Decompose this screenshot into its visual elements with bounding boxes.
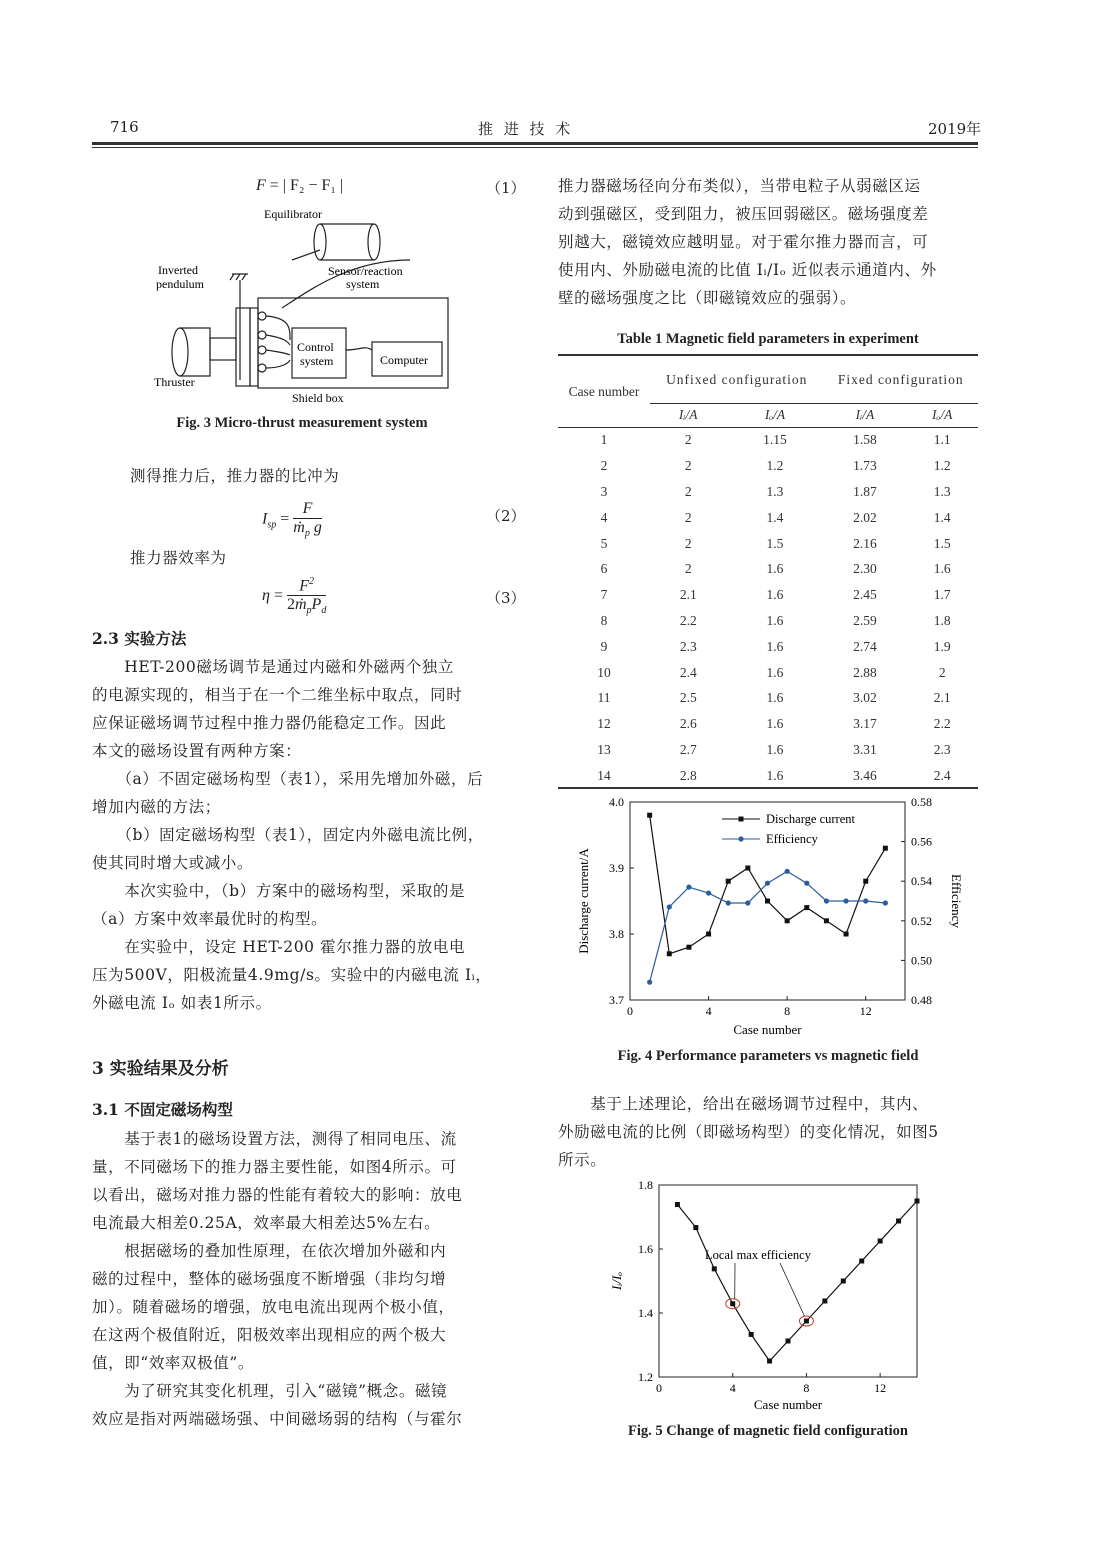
- text-efficiency-intro: 推力器效率为: [130, 549, 227, 567]
- equation-1-number: （1）: [486, 179, 526, 197]
- x-axis-label: Case number: [733, 1022, 802, 1037]
- thruster-front: [172, 328, 188, 376]
- paragraph-magnetic-mirror: 推力器磁场径向分布类似），当带电粒子从弱磁区运 动到强磁区，受到阻力，被压回弱磁区。磁场强度差 别越大，磁镜效应越明显。对于霍尔推力器而言，可 使用内、外励磁电流的比值 Iᵢ/Iₒ 近似表示通道内、外 壁的磁场强度之比（即磁镜效应的强弱）。: [558, 177, 937, 307]
- table-row: [558, 505, 978, 531]
- table-cell: 2.4: [679, 664, 697, 680]
- table-cell: 1.6: [766, 716, 784, 732]
- section-3-1-heading: 3.1 不固定磁场构型: [92, 1100, 233, 1119]
- data-point-discharge-current: [844, 932, 849, 937]
- table-cell: 1.6: [766, 690, 784, 706]
- table-cell: 14: [597, 767, 611, 783]
- data-point-discharge-current: [824, 918, 829, 923]
- paragraph-fig5-intro: 基于上述理论，给出在磁场调节过程中，其内、 外励磁电流的比例（即磁场构型）的变化情况，如图5 所示。: [558, 1095, 939, 1169]
- fig3-label-equilibrator: Equilibrator: [264, 207, 322, 221]
- table-cell: 1.1: [933, 432, 951, 448]
- table-cell: 1.5: [766, 535, 784, 551]
- table-cell: 1.6: [766, 612, 784, 628]
- data-point-efficiency: [843, 898, 848, 903]
- table-cell: 1: [600, 432, 608, 448]
- table-cell: 2.4: [933, 767, 951, 783]
- data-point-efficiency: [765, 881, 770, 886]
- data-point-discharge-current: [647, 813, 652, 818]
- y-tick-label: 1.6: [638, 1242, 653, 1256]
- data-point-discharge-current: [667, 951, 672, 956]
- table-cell: 6: [600, 561, 608, 577]
- x-tick-label: 8: [803, 1381, 810, 1395]
- table-top-rule: [558, 354, 978, 356]
- table-row: [558, 685, 978, 711]
- y-tick-label: 1.4: [638, 1306, 653, 1320]
- x-tick-label: 12: [874, 1381, 887, 1395]
- data-point-ratio: [878, 1239, 883, 1244]
- table-cell: 1.4: [766, 509, 784, 525]
- y2-tick-label: 0.56: [911, 834, 932, 849]
- shield-box: [258, 298, 448, 388]
- table-subheader: Iₒ/A: [906, 403, 978, 427]
- data-point-discharge-current: [804, 905, 809, 910]
- legend-label-efficiency: Efficiency: [766, 832, 818, 846]
- fig3-label-sensor: Sensor/reaction: [328, 264, 403, 278]
- equation-1: F = | F₂ − F₁ |: [256, 177, 344, 194]
- paragraph-method: HET-200磁场调节是通过内磁和外磁两个独立 的电源实现的，相当于在一个二维坐标中取点，同时 应保证磁场调节过程中推力器仍能稳定工作。因此 本文的磁场设置有两种方案： （a）不固定磁场构型（表1），采用先增加外磁，后 增加内磁的方法； （b）固定磁场构型（表1），固定内外磁电流比例， 使其同时增大或减小。 本次实验中，（b）方案中的磁场构型，采取的是 （a）方案中效率最优时的构型。 在实验中，设定 HET-200 霍尔推力器的放电电 压为500V，阳极流量4.9mg/s。实验中的内磁电流 Iᵢ， 外磁电流 Iₒ 如表1所示。: [92, 658, 492, 1012]
- table-cell: 1.6: [766, 561, 784, 577]
- data-point-discharge-current: [883, 846, 888, 851]
- table-cell: 2.16: [853, 535, 877, 551]
- data-point-ratio: [730, 1301, 735, 1306]
- page-number: 716: [110, 118, 139, 136]
- equilibrator-cylinder-left: [314, 224, 326, 260]
- table-cell: 1.6: [766, 587, 784, 603]
- table-cell: 1.6: [766, 664, 784, 680]
- data-point-efficiency: [883, 900, 888, 905]
- table-cell: 3.31: [853, 741, 877, 757]
- table-cell: 1.4: [933, 509, 951, 525]
- y-axis-label: Discharge current/A: [576, 848, 591, 954]
- data-point-discharge-current: [686, 945, 691, 950]
- header-rule-thin: [92, 147, 978, 148]
- annotation-local-max: Local max efficiency: [705, 1248, 811, 1262]
- table-cell: 3.17: [853, 716, 877, 732]
- table-cell: 2.02: [853, 509, 877, 525]
- data-point-ratio: [841, 1279, 846, 1284]
- table-cell: 2.7: [679, 741, 697, 757]
- table-cell: 3: [600, 483, 608, 499]
- fig3-label-computer: Computer: [380, 353, 428, 367]
- x-tick-label: 0: [627, 1004, 633, 1018]
- table-header-fixed: Fixed configuration: [823, 357, 978, 403]
- x-tick-label: 8: [784, 1004, 791, 1018]
- table-cell: 2: [684, 509, 692, 525]
- table-cell: 2.6: [679, 716, 697, 732]
- data-point-efficiency: [706, 890, 711, 895]
- table-header-case: Case number: [558, 357, 650, 427]
- table-cell: 7: [600, 587, 608, 603]
- equilibrator-cylinder-right: [368, 224, 380, 260]
- table-cell: 1.9: [933, 638, 951, 654]
- text-isp-intro: 测得推力后，推力器的比冲为: [130, 467, 340, 485]
- table-cell: 2: [938, 664, 946, 680]
- table-cell: 2.88: [853, 664, 877, 680]
- y2-tick-label: 0.58: [911, 795, 932, 809]
- y-tick-label: 4.0: [609, 795, 624, 809]
- table-row: [558, 660, 978, 686]
- table-cell: 2.45: [853, 587, 877, 603]
- table-cell: 2.3: [933, 741, 951, 757]
- data-point-ratio: [896, 1219, 901, 1224]
- data-point-efficiency: [824, 898, 829, 903]
- table-row: [558, 556, 978, 582]
- data-point-ratio: [693, 1225, 698, 1230]
- table-cell: 12: [597, 716, 611, 732]
- x-tick-label: 12: [859, 1004, 872, 1018]
- fig4-caption: Fig. 4 Performance parameters vs magnetic field: [617, 1048, 919, 1064]
- table-cell: 1.3: [933, 483, 951, 499]
- data-point-efficiency: [667, 904, 672, 909]
- table-cell: 3.46: [853, 767, 877, 783]
- data-point-ratio: [859, 1259, 864, 1264]
- header-rule-thick: [92, 142, 978, 145]
- table-row: [558, 763, 978, 789]
- table-cell: 1.6: [766, 638, 784, 654]
- data-point-discharge-current: [706, 932, 711, 937]
- table-subheader: Iᵢ/A: [650, 403, 727, 427]
- table-1: [558, 357, 978, 789]
- fig3-label-thruster: Thruster: [154, 375, 195, 389]
- x-tick-label: 4: [729, 1381, 736, 1395]
- table-cell: 1.2: [766, 458, 784, 474]
- series-line-efficiency: [650, 871, 886, 982]
- table-row: [558, 582, 978, 608]
- table-subheader: Iₒ/A: [727, 403, 824, 427]
- year: 2019年: [928, 120, 982, 138]
- table-header-unfixed: Unfixed configuration: [650, 357, 823, 403]
- table-cell: 2: [600, 458, 608, 474]
- table-cell: 3.02: [853, 690, 877, 706]
- table-row: [558, 608, 978, 634]
- y-axis-label: Iᵢ/Iₒ: [609, 1271, 624, 1291]
- y-tick-label: 3.7: [609, 993, 624, 1007]
- legend-label-discharge: Discharge current: [766, 812, 855, 826]
- annotation-leader: [780, 1263, 804, 1316]
- section-3-heading: 3 实验结果及分析: [92, 1059, 229, 1079]
- table-cell: 2.5: [679, 690, 697, 706]
- table-cell: 1.87: [853, 483, 877, 499]
- x-axis-label: Case number: [753, 1397, 823, 1412]
- data-point-efficiency: [745, 900, 750, 905]
- fig3-caption: Fig. 3 Micro-thrust measurement system: [176, 415, 428, 431]
- y2-tick-label: 0.48: [911, 993, 932, 1007]
- table1-caption: Table 1 Magnetic field parameters in experiment: [617, 331, 919, 347]
- table-cell: 2: [684, 432, 692, 448]
- y2-tick-label: 0.50: [911, 953, 932, 968]
- table-cell: 2.3: [679, 638, 697, 654]
- table-cell: 1.6: [766, 767, 784, 783]
- y2-tick-label: 0.54: [911, 874, 932, 889]
- y-tick-label: 1.8: [638, 1178, 653, 1192]
- table-cell: 1.3: [766, 483, 784, 499]
- x-tick-label: 0: [656, 1381, 662, 1395]
- table-cell: 2: [684, 483, 692, 499]
- table-row: [558, 531, 978, 557]
- table-cell: 1.73: [853, 458, 877, 474]
- data-point-discharge-current: [745, 866, 750, 871]
- data-point-efficiency: [863, 898, 868, 903]
- table-cell: 1.2: [933, 458, 951, 474]
- y2-axis-label: Efficiency: [949, 874, 964, 928]
- fig5-chart: [595, 1175, 935, 1420]
- data-point-ratio: [915, 1199, 920, 1204]
- table-row: [558, 737, 978, 763]
- legend-marker-efficiency: [738, 836, 743, 841]
- fig3-label-sensor-system: system: [346, 277, 380, 291]
- table-row: [558, 453, 978, 479]
- table-cell: 2.2: [933, 716, 951, 732]
- equation-3: η = $F^2$ $2ṁ_pP_d$: [262, 576, 327, 617]
- fig3-label-control: Control: [297, 340, 334, 354]
- table-cell: 9: [600, 638, 608, 654]
- fig3-label-inverted: Inverted: [158, 263, 198, 277]
- table-cell: 2.1: [933, 690, 951, 706]
- data-point-discharge-current: [765, 899, 770, 904]
- table-cell: 2: [684, 458, 692, 474]
- y-tick-label: 3.8: [609, 927, 624, 941]
- table-cell: 2.30: [853, 561, 877, 577]
- table-cell: 1.58: [853, 432, 877, 448]
- table-cell: 8: [600, 612, 608, 628]
- table-cell: 1.6: [933, 561, 951, 577]
- equilibrator-cylinder-body: [320, 224, 374, 260]
- table-cell: 2.74: [853, 638, 877, 654]
- table-cell: 2.59: [853, 612, 877, 628]
- data-point-efficiency: [726, 900, 731, 905]
- table-cell: 10: [597, 664, 611, 680]
- table-cell: 1.6: [766, 741, 784, 757]
- table-row: [558, 711, 978, 737]
- fig5-caption: Fig. 5 Change of magnetic field configuration: [628, 1423, 908, 1439]
- table-cell: 4: [600, 509, 608, 525]
- x-tick-label: 4: [705, 1004, 712, 1018]
- table-cell: 1.15: [763, 432, 787, 448]
- fig3-diagram: [140, 200, 460, 410]
- data-point-efficiency: [804, 881, 809, 886]
- series-line-ratio: [677, 1201, 917, 1361]
- table-row: [558, 479, 978, 505]
- section-2-3-heading: 2.3 实验方法: [92, 629, 187, 648]
- fig3-label-pendulum: pendulum: [156, 277, 204, 291]
- legend-marker-discharge: [739, 817, 744, 822]
- data-point-ratio: [749, 1332, 754, 1337]
- data-point-ratio: [675, 1202, 680, 1207]
- paragraph-results: 基于表1的磁场设置方法，测得了相同电压、流 量，不同磁场下的推力器主要性能，如图4所示。可 以看出，磁场对推力器的性能有着较大的影响：放电 电流最大相差0.25A，效率最大相差达5%左右。 根据磁场的叠加性原理，在依次增加外磁和内 磁的过程中，整体的磁场强度不断增强（非均匀增 加）。随着磁场的增强，放电电流出现两个极小值， 在这两个极值附近，阳极效率出现相应的两个极大 值，即“效率双极值”。 为了研究其变化机理，引入“磁镜”概念。磁镜 效应是指对两端磁场强、中间磁场弱的结构（与霍尔: [92, 1130, 463, 1428]
- table-cell: 11: [597, 690, 611, 706]
- fig4-chart: [560, 790, 980, 1045]
- table-cell: 2.8: [679, 767, 697, 783]
- table-cell: 1.7: [933, 587, 951, 603]
- data-point-efficiency: [686, 885, 691, 890]
- table-bottom-rule: [558, 787, 978, 789]
- journal-title: 推 进 技 术: [478, 120, 574, 138]
- data-point-efficiency: [647, 980, 652, 985]
- table-cell: 5: [600, 535, 608, 551]
- data-point-ratio: [804, 1319, 809, 1324]
- table-cell: 2.2: [679, 612, 697, 628]
- table-subheader: Iᵢ/A: [823, 403, 906, 427]
- data-point-discharge-current: [863, 879, 868, 884]
- table-cell: 2: [684, 535, 692, 551]
- y-tick-label: 3.9: [609, 861, 624, 875]
- data-point-ratio: [767, 1359, 772, 1364]
- equation-2: $I_{sp}$ = $\frac{F}{ṁ_p g}$: [262, 500, 322, 540]
- table-cell: 2: [684, 561, 692, 577]
- table-row: [558, 634, 978, 660]
- table-cell: 2.1: [679, 587, 697, 603]
- data-point-discharge-current: [785, 918, 790, 923]
- table-cell: 1.8: [933, 612, 951, 628]
- table-cell: 1.5: [933, 535, 951, 551]
- data-point-discharge-current: [726, 879, 731, 884]
- fig3-label-shield: Shield box: [292, 391, 344, 405]
- table-row: [558, 427, 978, 453]
- data-point-ratio: [712, 1266, 717, 1271]
- y2-tick-label: 0.52: [911, 913, 932, 928]
- equation-3-number: （3）: [486, 589, 526, 607]
- data-point-efficiency: [785, 869, 790, 874]
- table-cell: 13: [597, 741, 611, 757]
- y-tick-label: 1.2: [638, 1370, 653, 1384]
- fig3-label-control-system: system: [300, 354, 334, 368]
- equation-2-number: （2）: [486, 507, 526, 525]
- data-point-ratio: [822, 1299, 827, 1304]
- sensor-block: [236, 308, 250, 386]
- data-point-ratio: [786, 1339, 791, 1344]
